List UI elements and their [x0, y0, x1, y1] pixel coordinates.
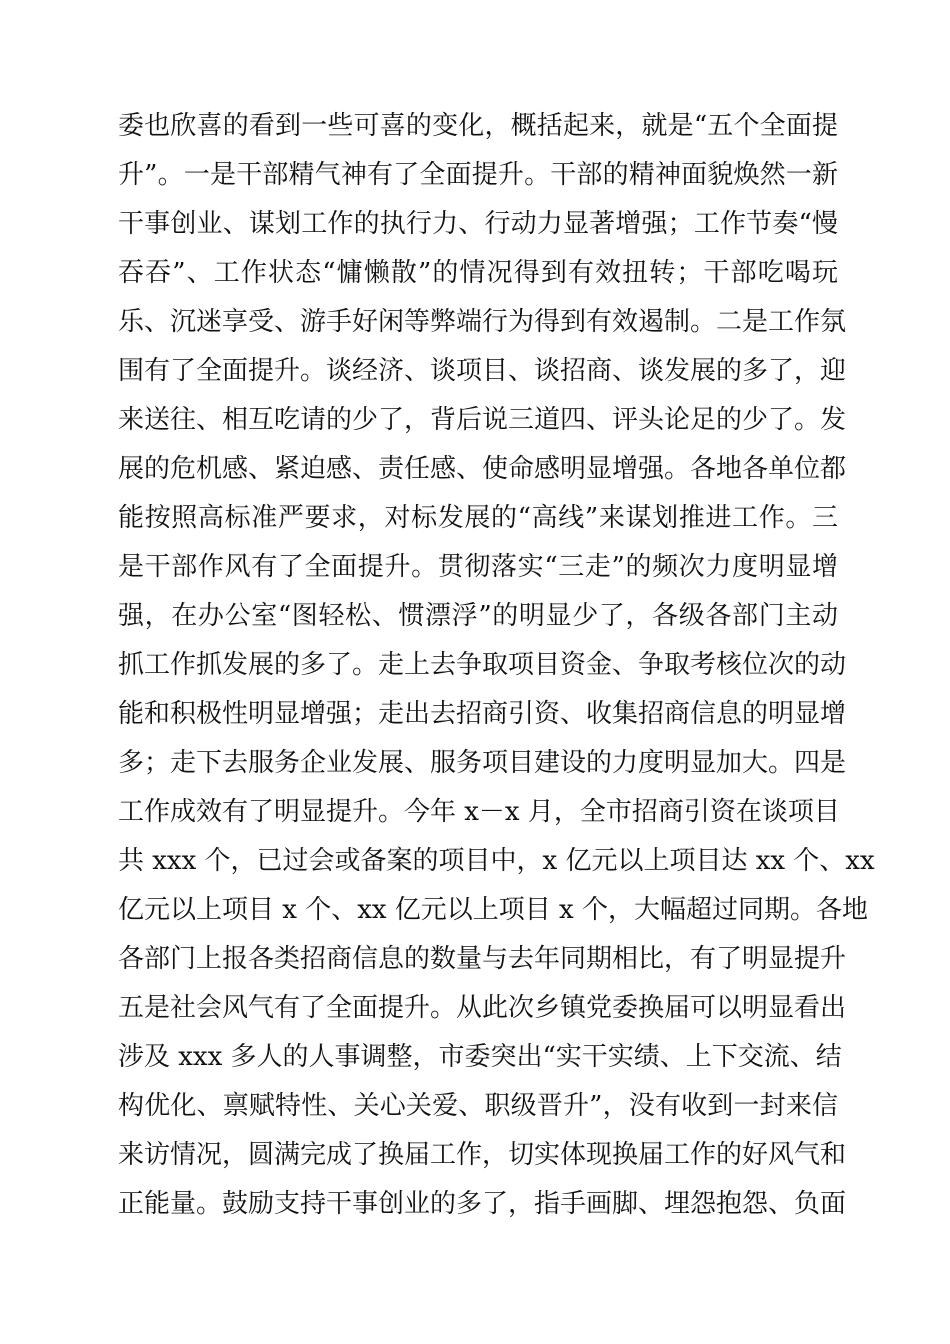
- text-line: 围有了全面提升。谈经济、谈项目、谈招商、谈发展的多了，迎: [118, 356, 847, 386]
- text-line: 来送往、相互吃请的少了，背后说三道四、评头论足的少了。发: [118, 405, 847, 435]
- text-line: 涉及 xxx 多人的人事调整，市委突出“实干实绩、上下交流、结: [118, 1042, 842, 1072]
- text-line: 多；走下去服务企业发展、服务项目建设的力度明显加大。四是: [118, 748, 847, 778]
- text-line: 构优化、禀赋特性、关心关爱、职级晋升”，没有收到一封来信: [118, 1091, 838, 1121]
- text-line: 乐、沉迷享受、游手好闲等弊端行为得到有效遏制。二是工作氛: [118, 307, 847, 337]
- text-line: 来访情况，圆满完成了换届工作，切实体现换届工作的好风气和: [118, 1140, 847, 1170]
- text-line: 强，在办公室“图轻松、惯漂浮”的明显少了，各级各部门主动: [118, 601, 838, 631]
- text-line: 正能量。鼓励支持干事创业的多了，指手画脚、埋怨抱怨、负面: [118, 1189, 847, 1219]
- text-line: 吞吞”、工作状态“慵懒散”的情况得到有效扭转；干部吃喝玩: [118, 258, 838, 288]
- text-line: 干事创业、谋划工作的执行力、行动力显著增强；工作节奏“慢: [118, 209, 838, 239]
- text-line: 各部门上报各类招商信息的数量与去年同期相比，有了明显提升: [118, 944, 847, 974]
- text-line: 展的危机感、紧迫感、责任感、使命感明显增强。各地各单位都: [118, 454, 847, 484]
- text-line: 共 xxx 个，已过会或备案的项目中，x 亿元以上项目达 xx 个、xx: [118, 846, 875, 876]
- text-line: 工作成效有了明显提升。今年 x－x 月，全市招商引资在谈项目: [118, 797, 840, 827]
- text-line: 五是社会风气有了全面提升。从此次乡镇党委换届可以明显看出: [118, 993, 847, 1023]
- body-paragraph: [118, 102, 875, 1229]
- text-line: 是干部作风有了全面提升。贯彻落实“三走”的频次力度明显增: [118, 552, 838, 582]
- text-line: 抓工作抓发展的多了。走上去争取项目资金、争取考核位次的动: [118, 650, 847, 680]
- text-line: 升”。一是干部精气神有了全面提升。干部的精神面貌焕然一新: [118, 160, 838, 190]
- text-line: 能按照高标准严要求，对标发展的“高线”来谋划推进工作。三: [118, 503, 838, 533]
- text-line: 能和积极性明显增强；走出去招商引资、收集招商信息的明显增: [118, 699, 847, 729]
- text-line: 亿元以上项目 x 个、xx 亿元以上项目 x 个，大幅超过同期。各地: [118, 895, 868, 925]
- text-line: 委也欣喜的看到一些可喜的变化，概括起来，就是“五个全面提: [118, 111, 838, 141]
